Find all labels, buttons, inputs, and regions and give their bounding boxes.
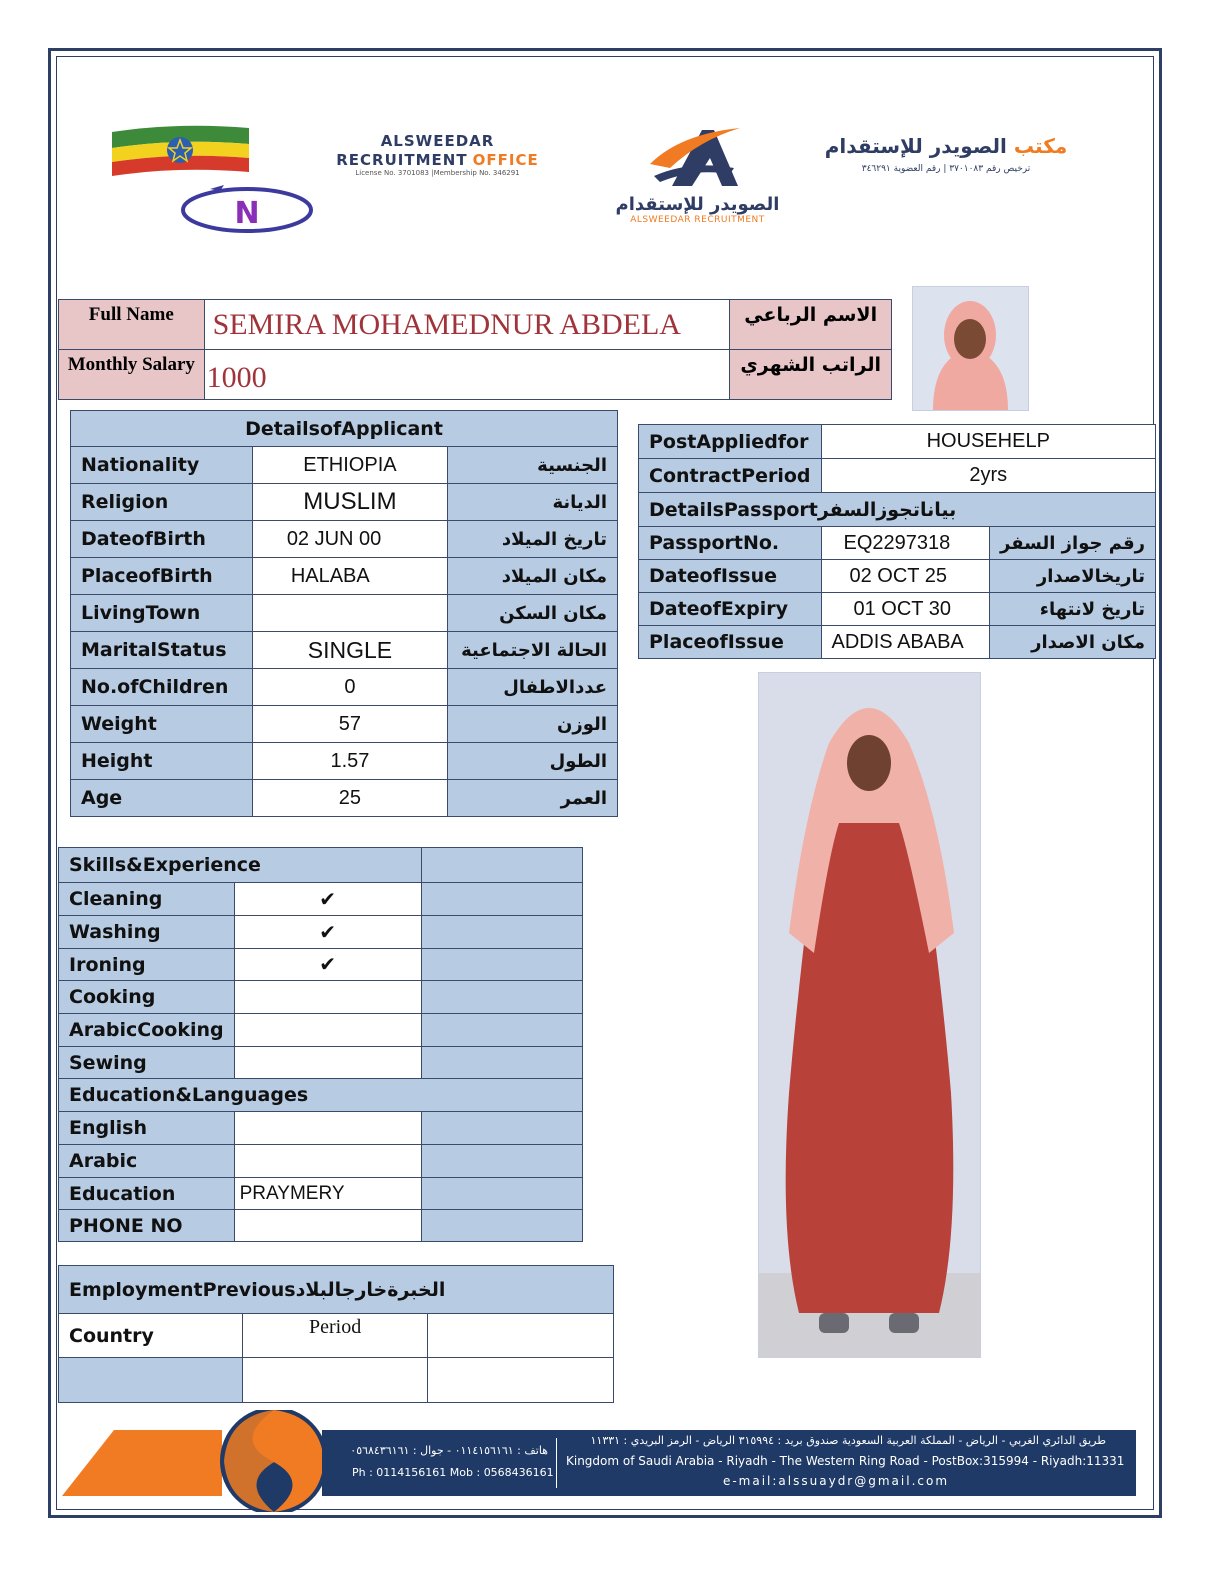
weight-ar: الوزن bbox=[448, 706, 618, 743]
right-logo-sub: ترخيص رقم ٣٧٠١٠٨٣ | رقم العضوية ٣٤٦٢٩١ bbox=[861, 164, 1031, 174]
height-label: Height bbox=[71, 743, 253, 780]
place-of-issue-label: PlaceofIssue bbox=[639, 626, 822, 659]
svg-text:N: N bbox=[234, 196, 260, 231]
phone-no-value bbox=[234, 1210, 421, 1242]
nationality-value: ETHIOPIA bbox=[252, 447, 447, 484]
weight-label: Weight bbox=[71, 706, 253, 743]
center-a-logo bbox=[610, 124, 785, 229]
marital-status-label: MaritalStatus bbox=[71, 632, 253, 669]
date-of-issue-ar: تاريخالاصدار bbox=[990, 560, 1156, 593]
place-of-birth-ar: مكان الميلاد bbox=[448, 558, 618, 595]
skill-sewing-label: Sewing bbox=[59, 1047, 235, 1079]
identity-table bbox=[58, 299, 892, 400]
footer-divider bbox=[556, 1438, 557, 1488]
passport-title: DetailsPassportبياناتجوزالسفر bbox=[639, 493, 1156, 527]
marital-status-value: SINGLE bbox=[252, 632, 447, 669]
date-of-birth-label: DateofBirth bbox=[71, 521, 253, 558]
country-label: Country bbox=[59, 1314, 243, 1358]
full-name-ar: الاسم الرباعي bbox=[730, 300, 892, 350]
living-town-value bbox=[252, 595, 447, 632]
place-of-issue-ar: مكان الاصدار bbox=[990, 626, 1156, 659]
salary-ar: الراتب الشهري bbox=[730, 350, 892, 400]
education-title: Education&Languages bbox=[59, 1079, 583, 1112]
marital-status-ar: الحالة الاجتماعية bbox=[448, 632, 618, 669]
applicant-details-table bbox=[70, 410, 618, 817]
place-of-issue-value: ADDIS ABABA bbox=[821, 626, 990, 659]
footer-email: e-mail:alssuaydr@gmail.com bbox=[722, 1474, 950, 1488]
skill-washing-check: ✔ bbox=[234, 916, 421, 949]
children-label: No.ofChildren bbox=[71, 669, 253, 706]
nationality-ar: الجنسية bbox=[448, 447, 618, 484]
employment-title: EmploymentPreviousالخبرةخارجالبلاد bbox=[59, 1266, 614, 1314]
phone-no-label: PHONE NO bbox=[59, 1210, 235, 1242]
full-name-label: Full Name bbox=[59, 300, 205, 350]
center-logo-ar: الصويدر للإستقدام bbox=[615, 194, 780, 215]
footer-phone-en: Ph : 0114156161 Mob : 0568436161 bbox=[352, 1466, 554, 1479]
full-name-value: SEMIRA MOHAMEDNUR ABDELA bbox=[204, 300, 730, 350]
salary-value: 1000 bbox=[204, 350, 730, 400]
contract-period-value: 2yrs bbox=[821, 459, 1156, 493]
religion-label: Religion bbox=[71, 484, 253, 521]
place-of-birth-value: HALABA bbox=[252, 558, 447, 595]
skill-arabic-cooking-label: ArabicCooking bbox=[59, 1014, 235, 1047]
center-logo-en: ALSWEEDAR RECRUITMENT bbox=[630, 215, 765, 225]
footer-phone-ar: هاتف : ٠١١٤١٥٦١٦١ - جوال : ٠٥٦٨٤٣٦١٦١ bbox=[350, 1444, 548, 1457]
education-value: PRAYMERY bbox=[234, 1178, 421, 1210]
passport-no-ar: رقم جواز السفر bbox=[990, 527, 1156, 560]
date-of-birth-ar: تاريخ الميلاد bbox=[448, 521, 618, 558]
post-applied-value: HOUSEHELP bbox=[821, 425, 1156, 459]
skill-cooking-check bbox=[234, 981, 421, 1014]
height-ar: الطول bbox=[448, 743, 618, 780]
applicant-photo-full bbox=[758, 672, 981, 1358]
nationality-label: Nationality bbox=[71, 447, 253, 484]
office-name-line1: ALSWEEDAR bbox=[380, 132, 495, 150]
passport-details-table bbox=[638, 424, 1156, 659]
salary-label: Monthly Salary bbox=[59, 350, 205, 400]
weight-value: 57 bbox=[252, 706, 447, 743]
date-of-issue-label: DateofIssue bbox=[639, 560, 822, 593]
children-value: 0 bbox=[252, 669, 447, 706]
place-of-birth-label: PlaceofBirth bbox=[71, 558, 253, 595]
date-of-birth-value: 02 JUN 00 bbox=[252, 521, 447, 558]
footer-bar bbox=[322, 1430, 1136, 1496]
skill-sewing-check bbox=[234, 1047, 421, 1079]
english-label: English bbox=[59, 1112, 235, 1145]
applicant-details-title: DetailsofApplicant bbox=[71, 411, 618, 447]
age-value: 25 bbox=[252, 780, 447, 817]
living-town-ar: مكان السكن bbox=[448, 595, 618, 632]
skills-table bbox=[58, 847, 583, 1242]
skill-cooking-label: Cooking bbox=[59, 981, 235, 1014]
right-arabic-logo bbox=[820, 134, 1072, 184]
license-line: License No. 3701083 |Membership No. 346291 bbox=[355, 169, 520, 177]
education-label: Education bbox=[59, 1178, 235, 1210]
passport-no-label: PassportNo. bbox=[639, 527, 822, 560]
n-logo bbox=[180, 183, 314, 233]
religion-value: MUSLIM bbox=[252, 484, 447, 521]
living-town-label: LivingTown bbox=[71, 595, 253, 632]
skill-arabic-cooking-check bbox=[234, 1014, 421, 1047]
arabic-label: Arabic bbox=[59, 1145, 235, 1178]
applicant-photo-small bbox=[912, 286, 1029, 411]
office-name-logo bbox=[320, 132, 555, 192]
date-of-issue-value: 02 OCT 25 bbox=[821, 560, 990, 593]
post-applied-label: PostAppliedfor bbox=[639, 425, 822, 459]
office-name-line2b: OFFICE bbox=[472, 151, 539, 169]
right-logo-ar-a: مكتب bbox=[1013, 134, 1068, 158]
skill-cleaning-check: ✔ bbox=[234, 883, 421, 916]
footer-logo-graphic bbox=[62, 1410, 332, 1512]
skill-ironing-label: Ironing bbox=[59, 949, 235, 981]
age-ar: العمر bbox=[448, 780, 618, 817]
employment-table bbox=[58, 1265, 614, 1403]
arabic-value bbox=[234, 1145, 421, 1178]
passport-no-value: EQ2297318 bbox=[821, 527, 990, 560]
age-label: Age bbox=[71, 780, 253, 817]
footer-address-ar: طريق الدائري الغربي - الرياض - المملكة العربية السعودية صندوق بريد : ٣١٥٩٩٤ الرياض - الرمز البريدي : ١١٣٣١ bbox=[590, 1434, 1106, 1447]
english-value bbox=[234, 1112, 421, 1145]
period-label: Period bbox=[242, 1314, 428, 1358]
children-ar: عددالاطفال bbox=[448, 669, 618, 706]
date-of-expiry-label: DateofExpiry bbox=[639, 593, 822, 626]
religion-ar: الديانة bbox=[448, 484, 618, 521]
height-value: 1.57 bbox=[252, 743, 447, 780]
skills-title: Skills&Experience bbox=[59, 848, 422, 883]
skill-ironing-check: ✔ bbox=[234, 949, 421, 981]
contract-period-label: ContractPeriod bbox=[639, 459, 822, 493]
ethiopia-flag-logo bbox=[108, 122, 253, 178]
footer-address-en: Kingdom of Saudi Arabia - Riyadh - The Western Ring Road - PostBox:315994 - Riyadh:11331 bbox=[566, 1454, 1125, 1468]
skill-cleaning-label: Cleaning bbox=[59, 883, 235, 916]
office-name-line2a: RECRUITMENT bbox=[336, 151, 468, 169]
right-logo-ar-b: الصويدر للإستقدام bbox=[824, 134, 1007, 158]
date-of-expiry-ar: تاريخ لانتهاء bbox=[990, 593, 1156, 626]
date-of-expiry-value: 01 OCT 30 bbox=[821, 593, 990, 626]
skill-washing-label: Washing bbox=[59, 916, 235, 949]
